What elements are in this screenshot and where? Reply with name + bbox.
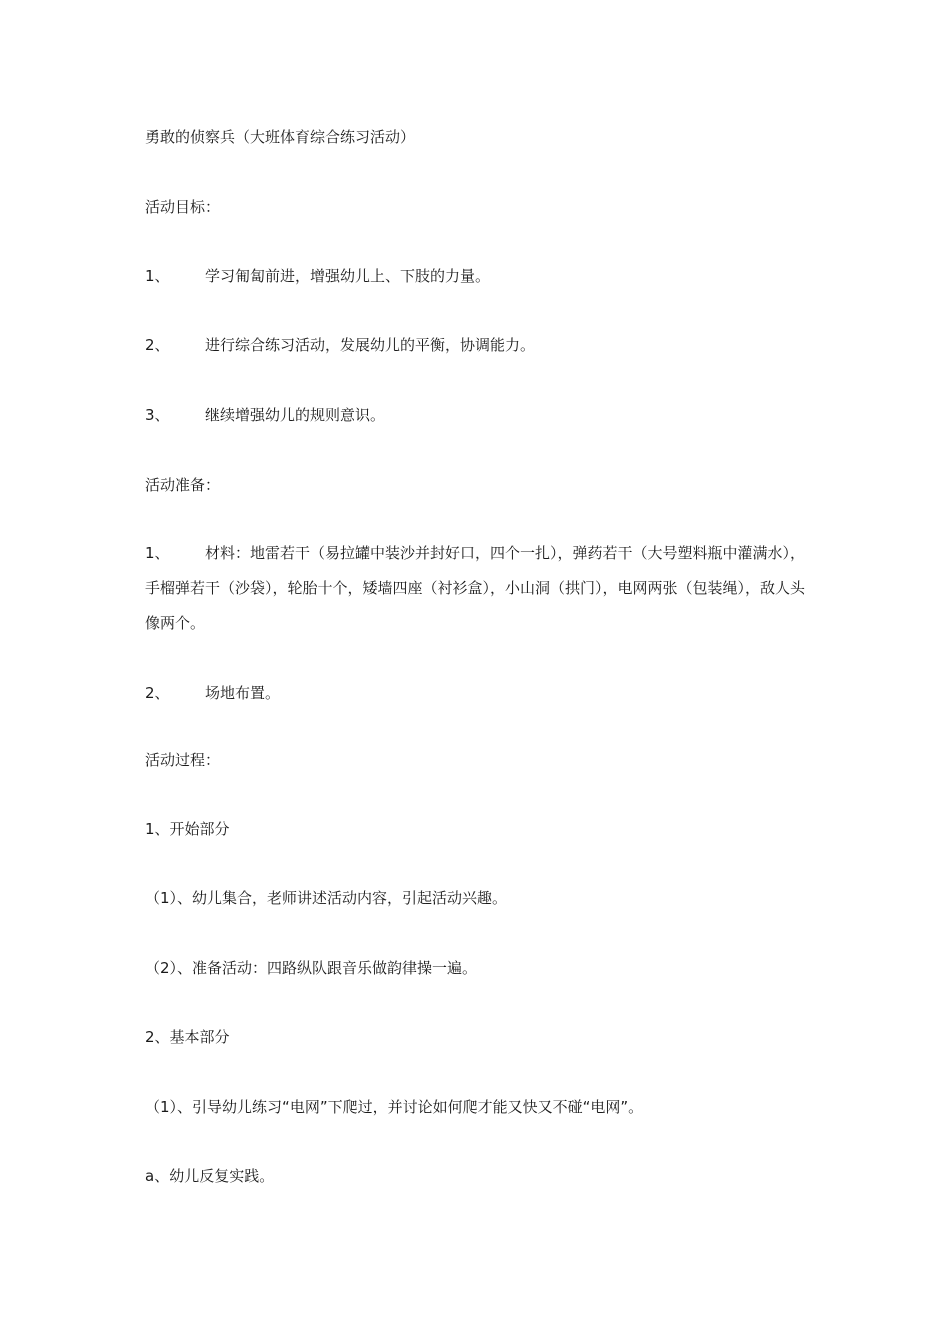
goals-heading: 活动目标： [145, 198, 221, 216]
process-heading: 活动过程： [145, 751, 221, 769]
goal-item-2 [145, 335, 535, 355]
part1-step-1: （1）、幼儿集合，老师讲述活动内容，引起活动兴趣。 [145, 889, 508, 907]
goal-number: 1、 [145, 267, 170, 285]
prep-number: 1、 [145, 544, 170, 562]
document-title: 勇敢的侦察兵（大班体育综合练习活动） [145, 128, 416, 146]
prep-number: 2、 [145, 684, 170, 702]
prep-text: 场地布置。 [205, 684, 281, 702]
goal-text: 继续增强幼儿的规则意识。 [205, 406, 386, 424]
prep-heading: 活动准备： [145, 476, 221, 494]
part1-step-2: （2）、准备活动：四路纵队跟音乐做韵律操一遍。 [145, 959, 478, 977]
prep-item-2 [145, 683, 280, 703]
part2-heading: 2、基本部分 [145, 1028, 230, 1046]
goal-text: 学习匍匐前进，增强幼儿上、下肢的力量。 [205, 267, 491, 285]
part2-step-1: （1）、引导幼儿练习“电网”下爬过，并讨论如何爬才能又快又不碰“电网”。 [145, 1098, 644, 1116]
part1-heading: 1、开始部分 [145, 820, 230, 838]
prep-item-1 [145, 536, 805, 641]
goal-number: 2、 [145, 336, 170, 354]
prep-text: 材料：地雷若干（易拉罐中装沙并封好口，四个一扎），弹药若干（大号塑料瓶中灌满水），手榴弹若干（沙袋），轮胎十个，矮墙四座（衬衫盒），小山洞（拱门），电网两张（包装绳），敌人头像两个。 [145, 544, 806, 632]
goal-number: 3、 [145, 406, 170, 424]
goal-text: 进行综合练习活动，发展幼儿的平衡，协调能力。 [205, 336, 536, 354]
part2-step-a: a、幼儿反复实践。 [145, 1167, 275, 1185]
goal-item-3 [145, 405, 385, 425]
goal-item-1 [145, 266, 490, 286]
